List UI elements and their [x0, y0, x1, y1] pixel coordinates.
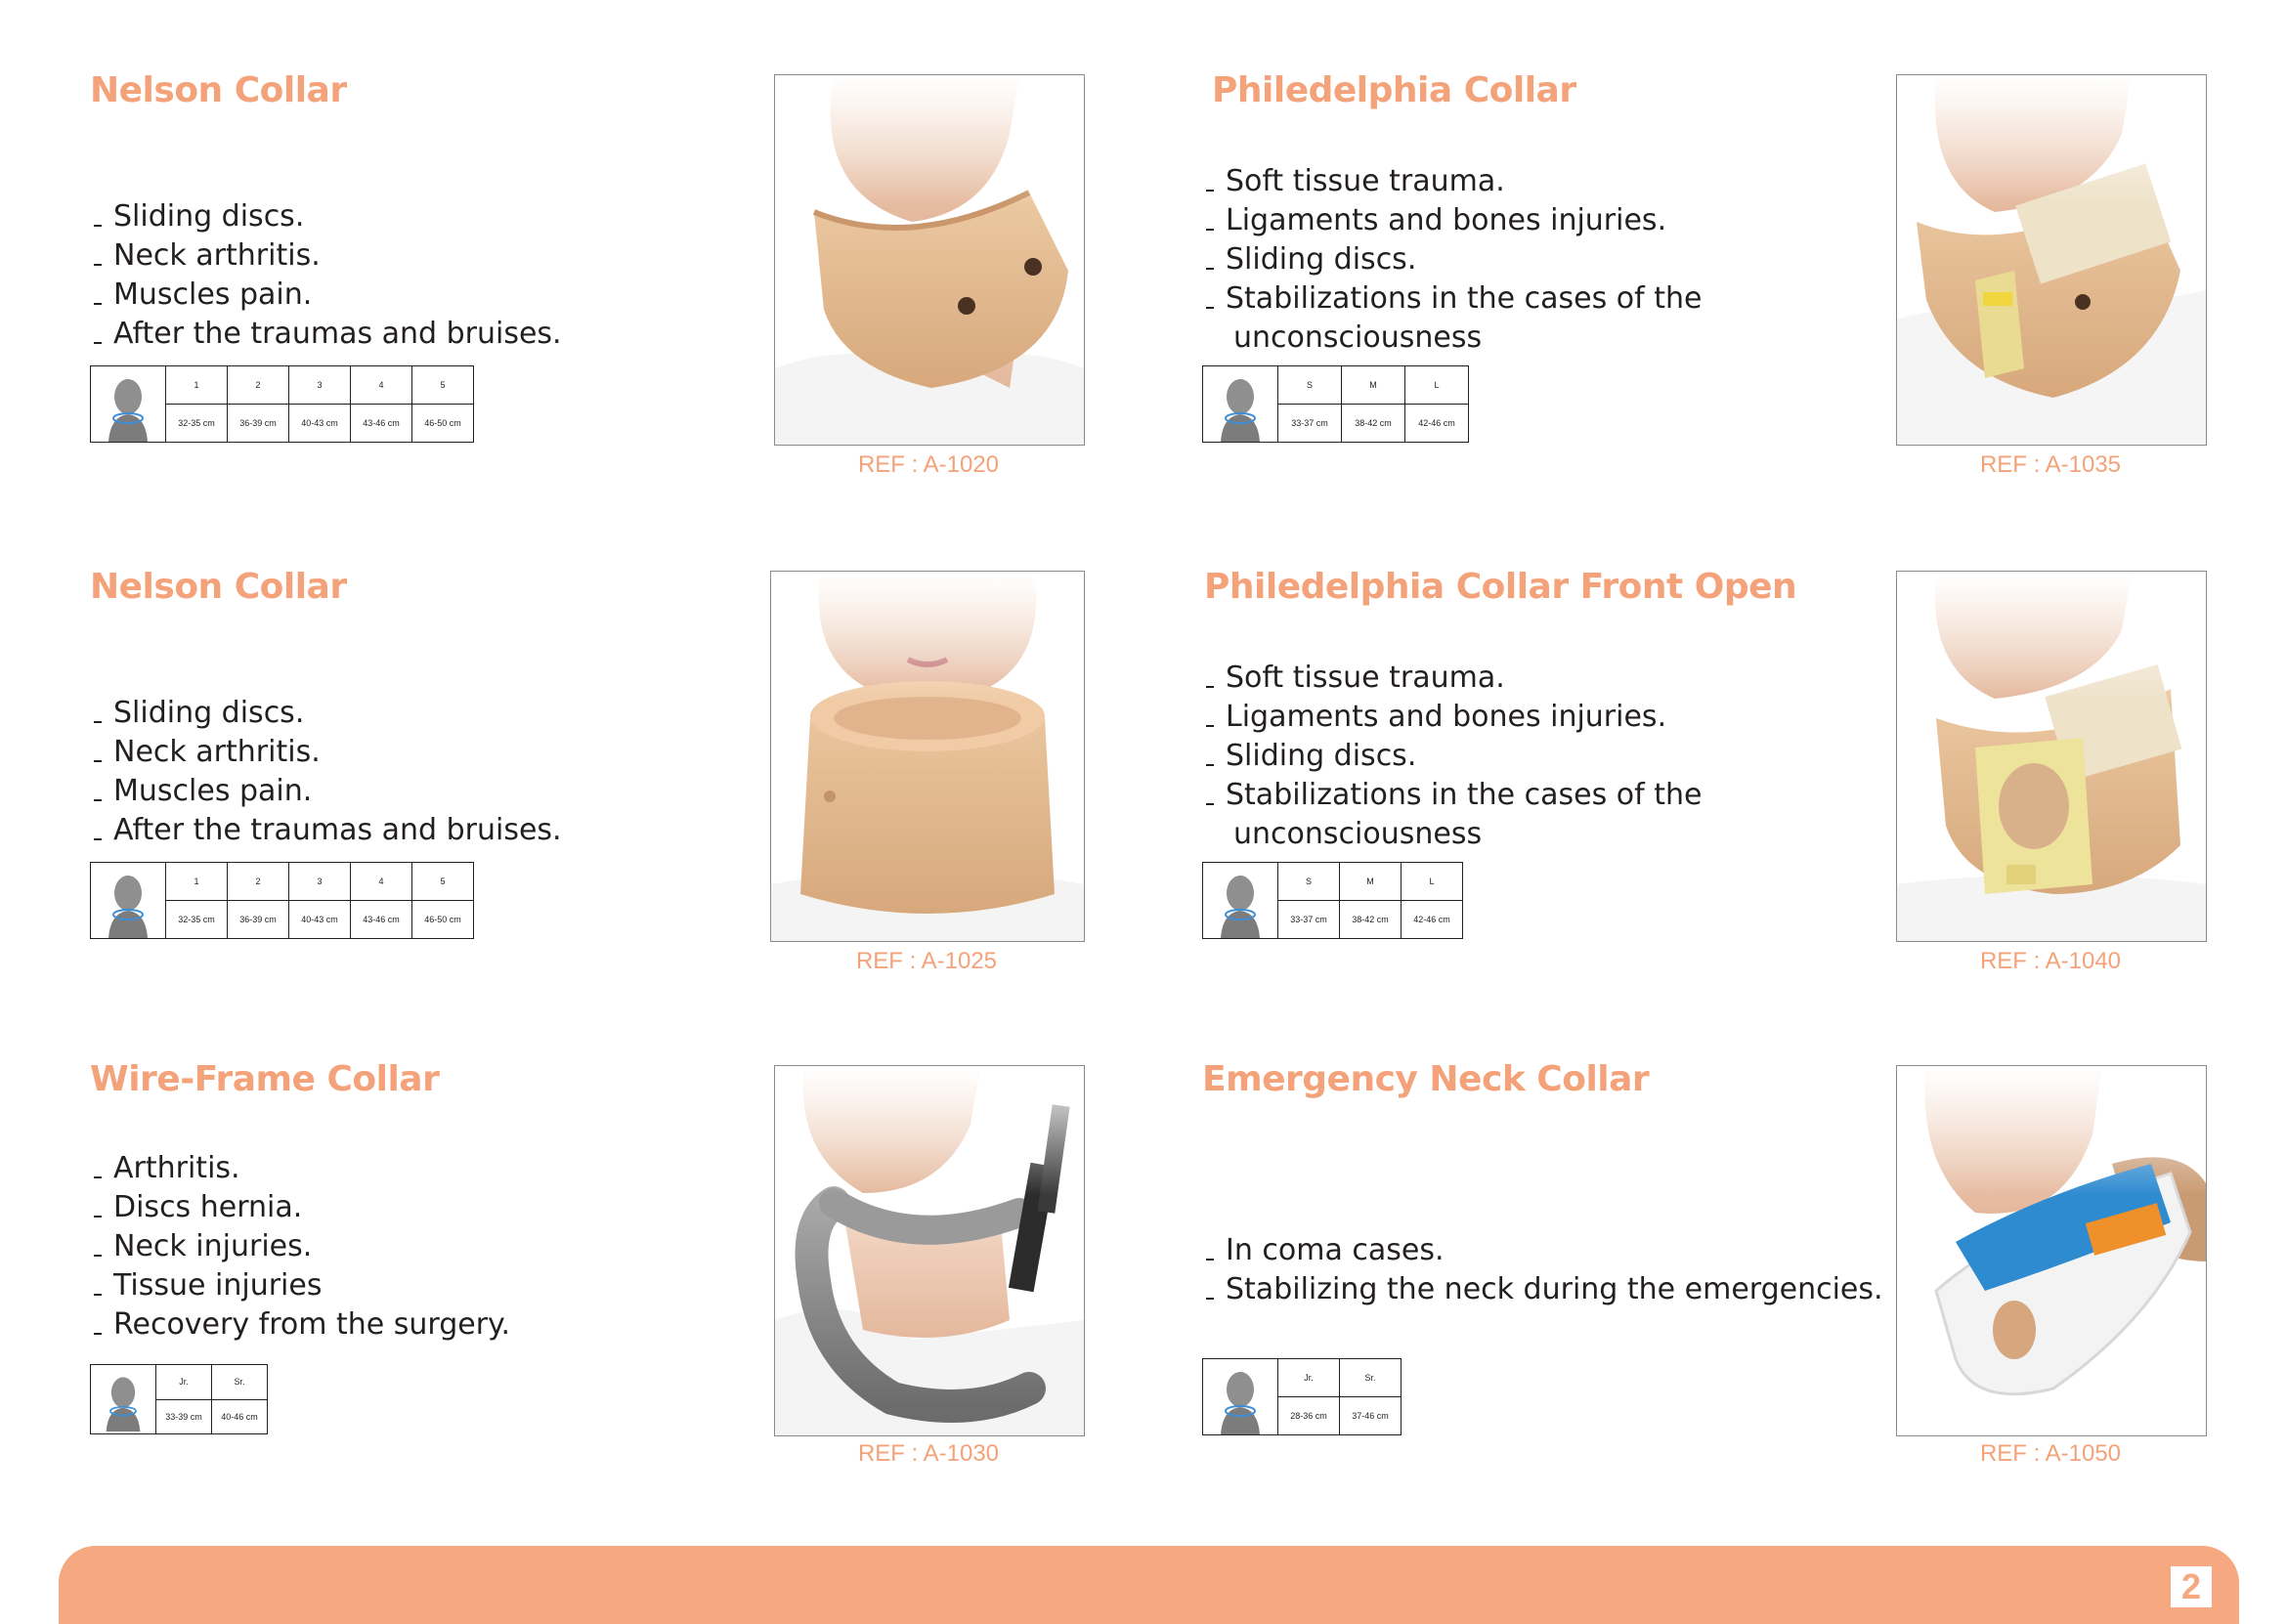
measure-cell: 33-37 cm: [1278, 901, 1340, 939]
indication-item: Sliding discs.: [90, 197, 562, 236]
measure-cell: 36-39 cm: [228, 901, 289, 939]
measure-cell: 40-43 cm: [289, 901, 351, 939]
size-cell: L: [1405, 366, 1469, 405]
reference-code: REF : A-1035: [1979, 451, 2122, 478]
size-table: [90, 365, 474, 443]
size-table: [1202, 862, 1463, 939]
measure-cell: 40-46 cm: [212, 1399, 268, 1434]
size-cell: 4: [351, 366, 412, 405]
reference-code: REF : A-1025: [855, 948, 998, 974]
size-cell: Sr.: [212, 1365, 268, 1400]
neck-measure-icon: [1203, 863, 1278, 939]
indication-item: Ligaments and bones injuries.: [1202, 698, 1702, 737]
size-cell: M: [1342, 366, 1405, 405]
size-cell: 2: [228, 366, 289, 405]
size-cell: 5: [412, 366, 474, 405]
indication-item: Sliding discs.: [90, 694, 562, 733]
footer-bar: [59, 1546, 2239, 1624]
size-cell: 4: [351, 863, 412, 901]
product-philadelphia-front-open-a1040: [1204, 567, 1986, 977]
size-cell: 5: [412, 863, 474, 901]
size-cell: Jr.: [156, 1365, 212, 1400]
measure-cell: 46-50 cm: [412, 405, 474, 443]
neck-measure-icon: [91, 863, 166, 939]
product-title: Wire-Frame Collar: [90, 1059, 440, 1099]
measure-cell: 46-50 cm: [412, 901, 474, 939]
measure-cell: 28-36 cm: [1278, 1397, 1340, 1435]
measure-cell: 33-39 cm: [156, 1399, 212, 1434]
size-cell: M: [1340, 863, 1402, 901]
size-table: [90, 862, 474, 939]
neck-measure-icon: [1203, 1359, 1278, 1435]
indication-item: Neck arthritis.: [90, 236, 562, 276]
measure-cell: 33-37 cm: [1278, 405, 1342, 443]
indication-item: After the traumas and bruises.: [90, 811, 562, 850]
indication-item: Soft tissue trauma.: [1202, 659, 1702, 698]
product-emergency-neck-collar-a1050: [1202, 1059, 1984, 1470]
measure-cell: 38-42 cm: [1340, 901, 1402, 939]
indication-item: Stabilizing the neck during the emergencies.: [1202, 1270, 1883, 1309]
indication-item: Discs hernia.: [90, 1188, 510, 1227]
neck-measure-icon: [91, 1365, 156, 1434]
soft-collar-front-photo: [770, 571, 1085, 942]
indication-item: Tissue injuries: [90, 1266, 510, 1305]
product-title: Philedelphia Collar Front Open: [1204, 567, 1797, 607]
measure-cell: 32-35 cm: [166, 901, 228, 939]
philadelphia-collar-photo: [1896, 74, 2207, 446]
measure-cell: 38-42 cm: [1342, 405, 1405, 443]
philadelphia-front-open-photo: [1896, 571, 2207, 942]
measure-cell: 42-46 cm: [1405, 405, 1469, 443]
size-cell: 2: [228, 863, 289, 901]
size-cell: 1: [166, 863, 228, 901]
indication-item: Recovery from the surgery.: [90, 1305, 510, 1345]
indication-item: Sliding discs.: [1202, 737, 1702, 776]
indication-item: Arthritis.: [90, 1149, 510, 1188]
indication-continuation: unconsciousness: [1233, 321, 1483, 355]
page-number: 2: [2171, 1566, 2212, 1607]
indication-item: In coma cases.: [1202, 1231, 1883, 1270]
reference-code: REF : A-1050: [1979, 1440, 2122, 1467]
indication-item: Muscles pain.: [90, 276, 562, 315]
size-cell: Sr.: [1340, 1359, 1402, 1397]
indications-list: [90, 1149, 510, 1345]
product-title: Nelson Collar: [90, 567, 347, 607]
product-philadelphia-collar-a1035: [1212, 70, 1955, 481]
wire-frame-collar-photo: [774, 1065, 1085, 1436]
reference-code: REF : A-1020: [857, 451, 1000, 478]
indication-item: Muscles pain.: [90, 772, 562, 811]
measure-cell: 36-39 cm: [228, 405, 289, 443]
emergency-collar-photo: [1896, 1065, 2207, 1436]
reference-code: REF : A-1040: [1979, 948, 2122, 974]
product-title: Nelson Collar: [90, 70, 347, 110]
indications-list: [90, 197, 562, 354]
size-table: [1202, 1358, 1402, 1435]
size-cell: 3: [289, 366, 351, 405]
indications-list: [1202, 1231, 1883, 1309]
indication-item: Stabilizations in the cases of the: [1202, 279, 1702, 319]
measure-cell: 43-46 cm: [351, 901, 412, 939]
indication-item: Soft tissue trauma.: [1202, 162, 1702, 201]
size-table: [1202, 365, 1469, 443]
measure-cell: 32-35 cm: [166, 405, 228, 443]
size-cell: 3: [289, 863, 351, 901]
measure-cell: 42-46 cm: [1402, 901, 1463, 939]
indication-item: Neck arthritis.: [90, 733, 562, 772]
indications-list: [1202, 659, 1702, 854]
measure-cell: 40-43 cm: [289, 405, 351, 443]
size-cell: Jr.: [1278, 1359, 1340, 1397]
indication-continuation: unconsciousness: [1233, 817, 1483, 851]
indication-item: Neck injuries.: [90, 1227, 510, 1266]
measure-cell: 37-46 cm: [1340, 1397, 1402, 1435]
indications-list: [1202, 162, 1702, 358]
size-cell: S: [1278, 366, 1342, 405]
size-table: [90, 1364, 268, 1434]
reference-code: REF : A-1030: [857, 1440, 1000, 1467]
neck-measure-icon: [1203, 366, 1278, 443]
indications-list: [90, 694, 562, 850]
indication-item: Ligaments and bones injuries.: [1202, 201, 1702, 240]
soft-collar-side-photo: [774, 74, 1085, 446]
size-cell: S: [1278, 863, 1340, 901]
indication-item: Sliding discs.: [1202, 240, 1702, 279]
neck-measure-icon: [91, 366, 166, 443]
product-title: Philedelphia Collar: [1212, 70, 1576, 110]
product-title: Emergency Neck Collar: [1202, 1059, 1650, 1099]
measure-cell: 43-46 cm: [351, 405, 412, 443]
indication-item: After the traumas and bruises.: [90, 315, 562, 354]
size-cell: L: [1402, 863, 1463, 901]
size-cell: 1: [166, 366, 228, 405]
indication-item: Stabilizations in the cases of the: [1202, 776, 1702, 815]
